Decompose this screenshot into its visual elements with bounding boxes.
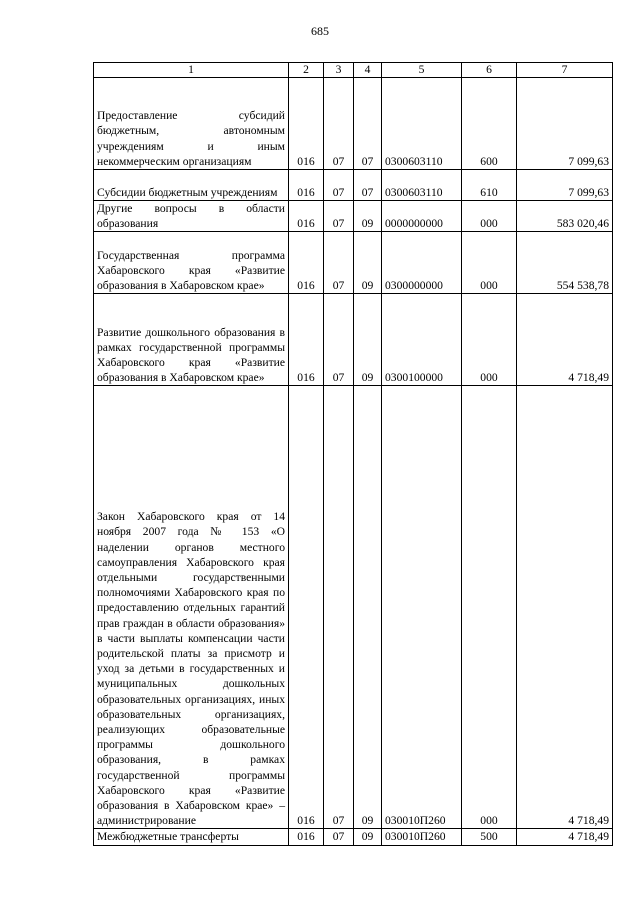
row-name-cell: Предоставление субсидий бюджетным, автономным учреждениям и иным некоммерческим организациям (94, 78, 289, 170)
section-cell: 07 (324, 170, 354, 201)
row-name-cell: Межбюджетные трансферты (94, 829, 289, 845)
ministry-code-cell: 016 (289, 232, 324, 294)
table-header-row (94, 63, 613, 78)
expense-type-cell: 000 (462, 294, 517, 386)
expense-type-cell: 000 (462, 201, 517, 232)
target-article-cell: 0300100000 (382, 294, 462, 386)
ministry-code-cell: 016 (289, 294, 324, 386)
table-row (94, 78, 613, 170)
subsection-cell: 09 (354, 201, 382, 232)
section-cell: 07 (324, 201, 354, 232)
expense-type-cell: 500 (462, 829, 517, 845)
page-number: 685 (311, 24, 329, 38)
table-row (94, 294, 613, 386)
table-row (94, 201, 613, 232)
expense-type-cell: 610 (462, 170, 517, 201)
row-name-cell: Другие вопросы в области образования (94, 201, 289, 232)
ministry-code-cell: 016 (289, 386, 324, 829)
section-cell: 07 (324, 386, 354, 829)
expense-type-cell: 600 (462, 78, 517, 170)
header-cell: 7 (517, 63, 613, 78)
target-article-cell: 0300603110 (382, 170, 462, 201)
amount-cell: 7 099,63 (517, 78, 613, 170)
amount-cell: 4 718,49 (517, 829, 613, 845)
table-row (94, 232, 613, 294)
header-cell: 1 (94, 63, 289, 78)
subsection-cell: 09 (354, 232, 382, 294)
subsection-cell: 09 (354, 294, 382, 386)
target-article-cell: 0000000000 (382, 201, 462, 232)
amount-cell: 4 718,49 (517, 386, 613, 829)
section-cell: 07 (324, 232, 354, 294)
subsection-cell: 07 (354, 78, 382, 170)
target-article-cell: 030010П260 (382, 386, 462, 829)
target-article-cell: 0300000000 (382, 232, 462, 294)
row-name-cell: Развитие дошкольного образования в рамках государственной программы Хабаровского края «Развитие образования в Хабаровском крае» (94, 294, 289, 386)
ministry-code-cell: 016 (289, 829, 324, 845)
ministry-code-cell: 016 (289, 201, 324, 232)
table-row (94, 829, 613, 845)
amount-cell: 4 718,49 (517, 294, 613, 386)
subsection-cell: 09 (354, 829, 382, 845)
expense-type-cell: 000 (462, 232, 517, 294)
row-name-cell: Закон Хабаровского края от 14 ноября 2007 года № 153 «О наделении органов местного самоуправления Хабаровского края отдельными государственными полномочиями Хабаровского края по предоставлению отдельных гарантий прав граждан в области образования» в части выплаты компенсации части родительской платы за присмотр и уход за детьми в государственных и муниципальных дошкольных образовательных организациях, иных образовательных организациях, реализующих образовательные программы дошкольного образования, в рамках государственной программы Хабаровского края «Развитие образования в Хабаровском крае» – администрирование (94, 386, 289, 829)
header-cell: 3 (324, 63, 354, 78)
section-cell: 07 (324, 829, 354, 845)
target-article-cell: 0300603110 (382, 78, 462, 170)
header-cell: 5 (382, 63, 462, 78)
table-row (94, 170, 613, 201)
budget-table (93, 62, 613, 846)
table-row (94, 386, 613, 829)
header-cell: 2 (289, 63, 324, 78)
target-article-cell: 030010П260 (382, 829, 462, 845)
ministry-code-cell: 016 (289, 170, 324, 201)
header-cell: 6 (462, 63, 517, 78)
subsection-cell: 07 (354, 170, 382, 201)
section-cell: 07 (324, 78, 354, 170)
ministry-code-cell: 016 (289, 78, 324, 170)
amount-cell: 7 099,63 (517, 170, 613, 201)
header-cell: 4 (354, 63, 382, 78)
amount-cell: 554 538,78 (517, 232, 613, 294)
amount-cell: 583 020,46 (517, 201, 613, 232)
section-cell: 07 (324, 294, 354, 386)
row-name-cell: Государственная программа Хабаровского края «Развитие образования в Хабаровском крае» (94, 232, 289, 294)
expense-type-cell: 000 (462, 386, 517, 829)
row-name-cell: Субсидии бюджетным учреждениям (94, 170, 289, 201)
subsection-cell: 09 (354, 386, 382, 829)
